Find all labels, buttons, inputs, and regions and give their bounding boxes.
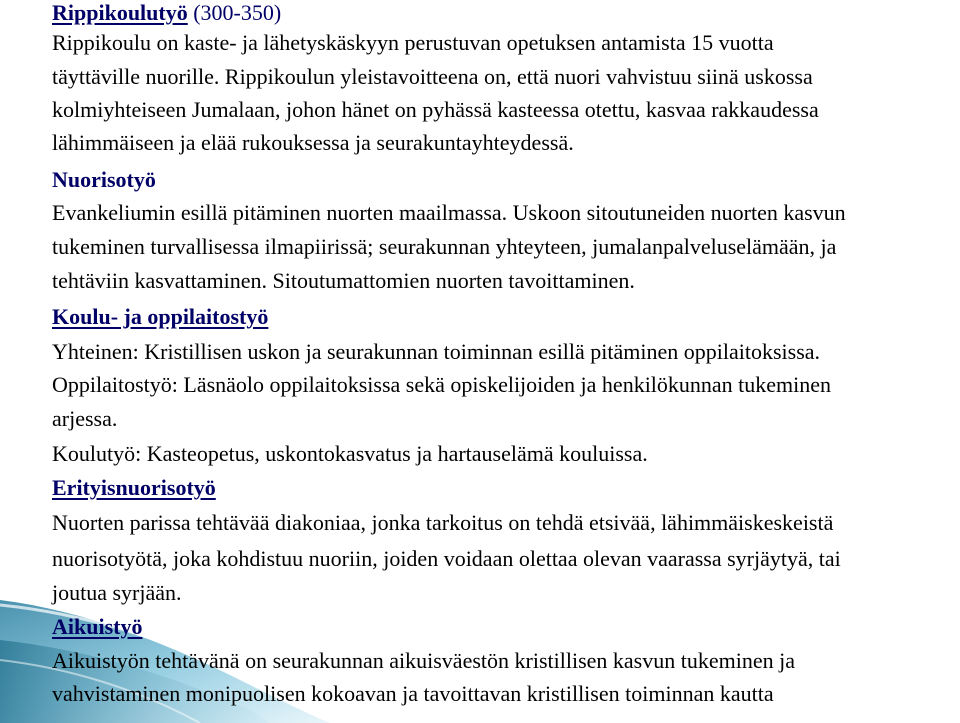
paragraph-line: täyttäville nuorille. Rippikoulun yleistavoitteena on, että nuori vahvistuu siinä uskossa	[52, 64, 813, 89]
section-heading-koulutyo	[52, 304, 268, 330]
paragraph-line: Aikuistyön tehtävänä on seurakunnan aikuisväestön kristillisen kasvun tukeminen ja	[52, 648, 795, 673]
heading-aikuistyo: Aikuistyö	[52, 614, 143, 639]
paragraph-line: Evankeliumin esillä pitäminen nuorten maailmassa. Uskoon sitoutuneiden nuorten kasvun	[52, 200, 846, 225]
section-heading-rippikoulutyo	[52, 0, 281, 26]
heading-nuorisotyo: Nuorisotyö	[52, 167, 156, 192]
paragraph-line: Nuorten parissa tehtävää diakoniaa, jonka tarkoitus on tehdä etsivää, lähimmäiskeskeistä	[52, 510, 834, 535]
paragraph-line: Oppilaitostyö: Läsnäolo oppilaitoksissa sekä opiskelijoiden ja henkilökunnan tukeminen	[52, 372, 832, 397]
paragraph-line: tehtäviin kasvattaminen. Sitoutumattomien nuorten tavoittaminen.	[52, 268, 635, 293]
paragraph-line: Yhteinen: Kristillisen uskon ja seurakunnan toiminnan esillä pitäminen oppilaitoksissa.	[52, 339, 821, 364]
paragraph-line: joutua syrjään.	[52, 580, 182, 605]
heading-range: (300-350)	[187, 0, 282, 25]
heading-rippikoulutyo: Rippikoulutyö	[52, 0, 188, 25]
paragraph-line: tukeminen turvallisessa ilmapiirissä; seurakunnan yhteyteen, jumalanpalveluselämään, ja	[52, 234, 837, 259]
paragraph-line: lähimmäiseen ja elää rukouksessa ja seurakuntayhteydessä.	[52, 130, 574, 155]
paragraph-line: nuorisotyötä, joka kohdistuu nuoriin, joiden voidaan olettaa olevan vaarassa syrjäytyä, tai	[52, 546, 841, 571]
section-heading-nuorisotyo	[52, 167, 156, 193]
paragraph-line: vahvistaminen monipuolisen kokoavan ja tavoittavan kristillisen toiminnan kautta	[52, 681, 774, 706]
paragraph-line: kolmiyhteiseen Jumalaan, johon hänet on pyhässä kasteessa otettu, kasvaa rakkaudessa	[52, 97, 819, 122]
heading-koulutyo: Koulu- ja oppilaitostyö	[52, 304, 269, 329]
section-heading-erityisnuorisotyo	[52, 475, 216, 501]
section-heading-aikuistyo	[52, 614, 142, 640]
heading-erityisnuorisotyo: Erityisnuorisotyö	[52, 475, 216, 500]
paragraph-line: arjessa.	[52, 406, 118, 431]
paragraph-line: Koulutyö: Kasteopetus, uskontokasvatus ja hartauselämä kouluissa.	[52, 441, 648, 466]
paragraph-line: Rippikoulu on kaste- ja lähetyskäskyyn perustuvan opetuksen antamista 15 vuotta	[52, 30, 774, 55]
